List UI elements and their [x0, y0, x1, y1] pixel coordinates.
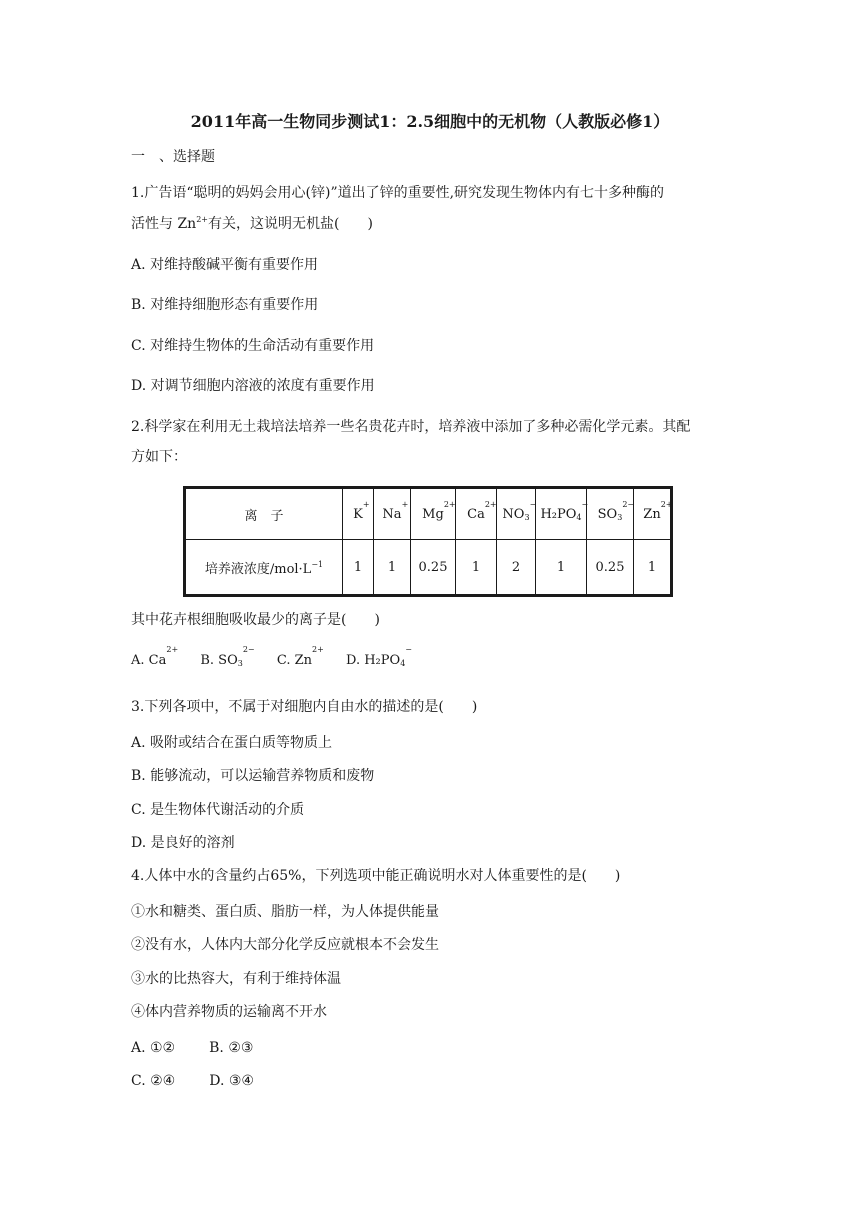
table-header-ion: 离 子 — [185, 488, 343, 540]
q3-option-b: B. 能够流动，可以运输营养物质和废物 — [131, 768, 375, 784]
table-ion-cell: Mg 2+ — [411, 488, 456, 540]
q4-option-c: C. ②④ — [131, 1073, 176, 1089]
q4-statement-2: ②没有水，人体内大部分化学反应就根本不会发生 — [131, 937, 439, 953]
ion-concentration-table — [183, 486, 673, 597]
q4-statement-3: ③水的比热容大，有利于维持体温 — [131, 971, 341, 987]
q2-option-b: B. SO3 2− — [200, 645, 255, 668]
q4-option-a: A. ①② — [131, 1040, 176, 1056]
q1-option-c: C. 对维持生物体的生命活动有重要作用 — [131, 338, 375, 354]
table-value-cell: 0.25 — [587, 540, 634, 596]
table-ion-cell: Na + — [374, 488, 411, 540]
table-value-cell: 1 — [343, 540, 374, 596]
q1-option-a: A. 对维持酸碱平衡有重要作用 — [131, 257, 319, 273]
q2-option-c: C. Zn 2+ — [276, 645, 324, 668]
q2-question: 其中花卉根细胞吸收最少的离子是( ) — [131, 612, 380, 628]
q1-option-d: D. 对调节细胞内溶液的浓度有重要作用 — [131, 378, 375, 394]
table-row-ions — [185, 488, 672, 540]
q3-option-d: D. 是良好的溶剂 — [131, 835, 235, 851]
q2-stem-line2: 方如下： — [131, 449, 187, 465]
table-value-cell: 2 — [497, 540, 536, 596]
q4-statement-1: ①水和糖类、蛋白质、脂肪一样，为人体提供能量 — [131, 904, 439, 920]
table-value-cell: 0.25 — [411, 540, 456, 596]
table-row-concentration — [185, 540, 672, 596]
q2-options — [131, 645, 412, 673]
q4-statement-4: ④体内营养物质的运输离不开水 — [131, 1004, 327, 1020]
q3-option-c: C. 是生物体代谢活动的介质 — [131, 802, 305, 818]
table-ion-cell: H₂PO4 − — [536, 488, 587, 540]
q2-option-d: D. H₂PO4 − — [346, 645, 412, 668]
table-ion-cell: K + — [343, 488, 374, 540]
q4-option-b: B. ②③ — [209, 1040, 254, 1056]
q1-stem-line1: 1.广告语“聪明的妈妈会用心(锌)”道出了锌的重要性,研究发现生物体内有七十多种酶的 — [131, 185, 665, 201]
table-ion-cell: NO3 − — [497, 488, 536, 540]
q4-option-d: D. ③④ — [209, 1073, 254, 1089]
q1-stem-line2: 活性与 $Zn^{2+}$有关，这说明无机盐( ) — [131, 215, 373, 232]
document-title: 2011年高一生物同步测试1：2.5细胞中的无机物（人教版必修1） — [190, 112, 670, 131]
table-value-cell: 1 — [536, 540, 587, 596]
q3-stem: 3.下列各项中，不属于对细胞内自由水的描述的是( ) — [131, 699, 478, 715]
q4-stem: 4.人体中水的含量约占65%，下列选项中能正确说明水对人体重要性的是( ) — [131, 868, 621, 884]
q4-options-row1 — [131, 1039, 253, 1057]
table-value-cell: 1 — [374, 540, 411, 596]
table-value-cell: 1 — [456, 540, 497, 596]
q1-option-b: B. 对维持细胞形态有重要作用 — [131, 297, 319, 313]
table-ion-cell: SO3 2− — [587, 488, 634, 540]
section-heading: 一 、选择题 — [131, 149, 215, 165]
q4-options-row2 — [131, 1072, 254, 1090]
table-ion-cell: Ca 2+ — [456, 488, 497, 540]
table-header-concentration: 培养液浓度$/mol\cdot L^{-1}$ — [185, 540, 343, 596]
q2-stem-line1: 2.科学家在利用无土栽培法培养一些名贵花卉时，培养液中添加了多种必需化学元素。其配 — [131, 419, 691, 435]
q2-option-a: A. Ca 2+ — [131, 645, 179, 668]
table-value-cell: 1 — [634, 540, 672, 596]
table-ion-cell: Zn 2+ — [634, 488, 672, 540]
q3-option-a: A. 吸附或结合在蛋白质等物质上 — [131, 735, 333, 751]
